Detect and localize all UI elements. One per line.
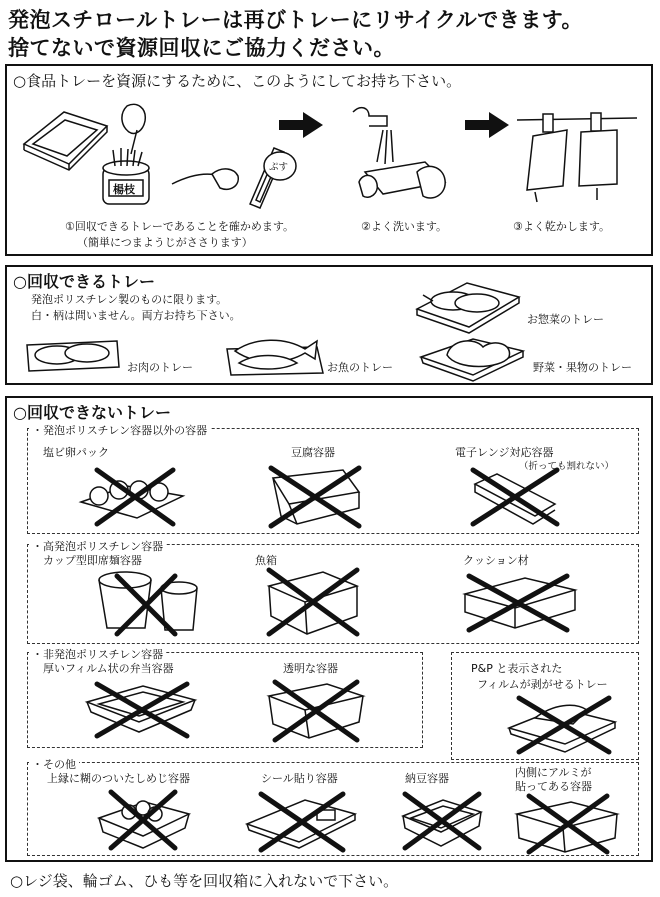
item-natto-container: 納豆容器: [405, 772, 449, 785]
collectable-heading: ○回収できるトレー: [13, 272, 155, 291]
item-sticker-container: シール貼り容器: [261, 772, 338, 785]
title-line-1: 発泡スチロールトレーは再びトレーにリサイクルできます。: [8, 8, 584, 32]
collectable-desc-1: 発泡ポリスチレン製のものに限ります。: [31, 293, 228, 306]
item-aluminum-line-1: 内側にアルミが: [515, 766, 592, 779]
collectable-item-vegetable: 野菜・果物のトレー: [533, 361, 632, 374]
natto-container-illustration: [399, 790, 485, 852]
fish-tray-illustration: [225, 329, 325, 383]
egg-pack-illustration: [77, 462, 187, 528]
arrow-right-icon-1: [279, 112, 325, 138]
collectable-item-side-dish: お惣菜のトレー: [527, 313, 604, 326]
group-5-title: ・その他: [29, 756, 79, 772]
meat-tray-illustration: [23, 335, 123, 379]
item-instant-noodle-cup: カップ型即席麺容器: [43, 554, 142, 567]
title-line-2: 捨てないで資源回収にご協力ください。: [8, 36, 395, 60]
arrow-right-icon-2: [465, 112, 511, 138]
collectable-item-meat: お肉のトレー: [127, 361, 193, 374]
item-microwave-container: 電子レンジ対応容器: [455, 446, 554, 459]
item-pp-line-2: フィルムが剥がせるトレー: [477, 678, 608, 691]
collectable-desc-2: 白・柄は問いません。両方お持ち下さい。: [31, 309, 241, 322]
collectable-panel: [5, 265, 653, 385]
collectable-item-fish: お魚のトレー: [327, 361, 393, 374]
hand-toothpick-illustration: [107, 96, 167, 156]
not-collectable-heading: ○回収できないトレー: [13, 403, 171, 422]
step1-note: （簡単につまようじがささります）: [77, 236, 253, 249]
noodle-cup-illustration: [95, 568, 203, 640]
item-cushioning: クッション材: [463, 554, 529, 567]
howto-panel: [5, 64, 653, 256]
item-microwave-note: （折っても割れない）: [519, 461, 615, 472]
item-pvc-egg-pack: 塩ビ卵パック: [43, 446, 109, 459]
item-tofu-container: 豆腐容器: [291, 446, 335, 459]
step1-label: ①回収できるトレーであることを確かめます。: [65, 220, 294, 233]
pp-tray-illustration: [505, 694, 619, 756]
aluminum-container-illustration: [513, 794, 621, 854]
toothpick-label: 楊枝: [113, 183, 135, 196]
side-dish-tray-illustration: [413, 277, 523, 337]
step2-label: ②よく洗います。: [361, 220, 447, 233]
shimeji-container-illustration: [93, 788, 193, 852]
washing-illustration: [347, 102, 457, 212]
footer-note: ○レジ袋、輪ゴム、ひも等を回収箱に入れないで下さい。: [10, 872, 399, 890]
item-fish-box: 魚箱: [255, 554, 277, 567]
cushioning-illustration: [459, 572, 579, 634]
howto-heading: ○食品トレーを資源にするために、このようにしてお持ち下さい。: [13, 72, 462, 90]
step3-label: ③よく乾かします。: [513, 220, 610, 233]
item-shimeji-container: 上縁に糊のついたしめじ容器: [47, 772, 190, 785]
drying-illustration: [517, 106, 637, 206]
item-transparent-container: 透明な容器: [283, 662, 338, 675]
sticker-container-illustration: [243, 790, 359, 854]
tofu-container-illustration: [263, 462, 367, 530]
fish-box-illustration: [265, 564, 361, 638]
group-1-title: ・発泡ポリスチレン容器以外の容器: [29, 422, 210, 438]
item-aluminum-line-2: 貼ってある容器: [515, 780, 592, 793]
microwave-container-illustration: [469, 466, 565, 528]
item-pp-line-1: P&P と表示された: [471, 662, 563, 675]
item-lunch-box: 厚いフィルム状の弁当容器: [43, 662, 174, 675]
vegetable-tray-illustration: [417, 329, 527, 383]
transparent-container-illustration: [265, 678, 367, 742]
lunch-box-illustration: [83, 678, 199, 740]
not-collectable-panel: [5, 396, 653, 862]
group-2-title: ・高発泡ポリスチレン容器: [29, 538, 166, 554]
group-3-title: ・非発泡ポリスチレン容器: [29, 646, 166, 662]
stab-label: ぷす: [269, 162, 289, 173]
